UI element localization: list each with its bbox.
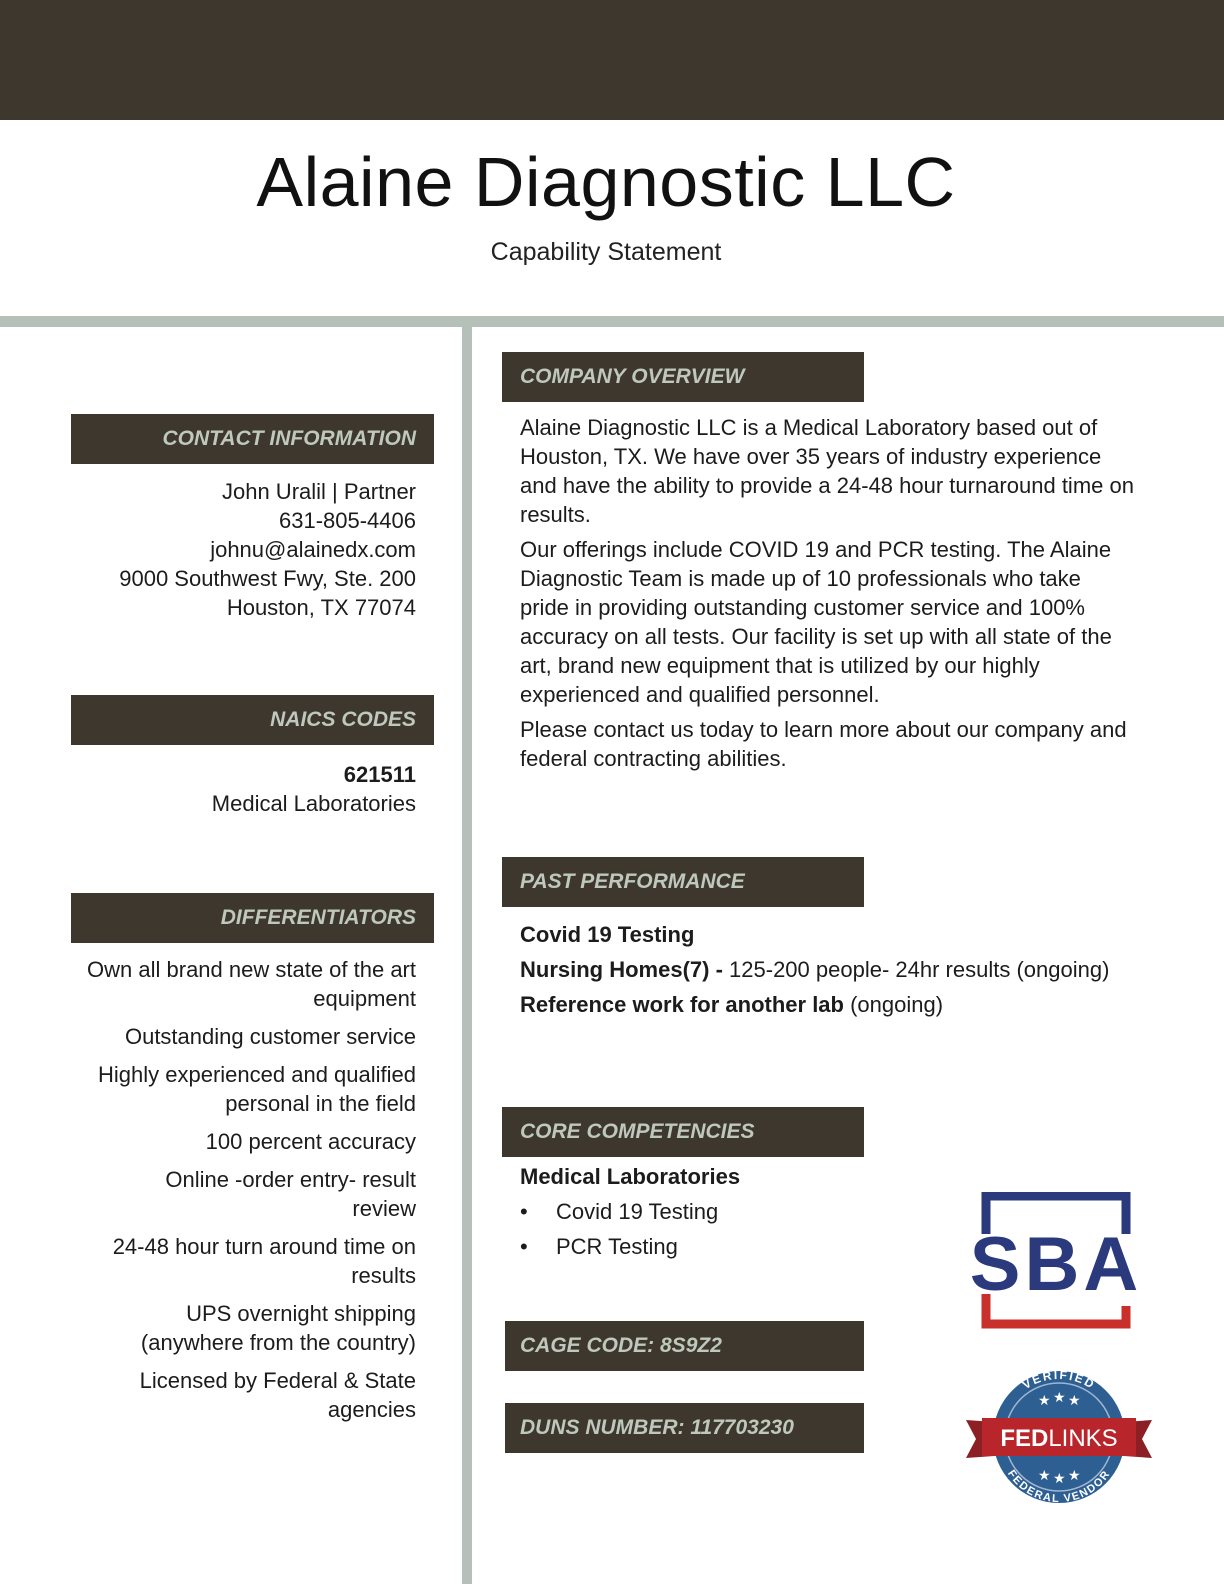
core-item-label: Covid 19 Testing xyxy=(556,1199,719,1224)
core-item xyxy=(520,1232,920,1261)
vertical-divider xyxy=(462,327,472,1584)
past-performance-item-title: Nursing Homes(7) - xyxy=(520,957,723,982)
star-icon: ★ xyxy=(1053,1390,1066,1406)
sba-logo xyxy=(964,1192,1154,1342)
star-icon: ★ xyxy=(1053,1471,1066,1487)
star-icon: ★ xyxy=(1038,1468,1051,1484)
contact-street: 9000 Southwest Fwy, Ste. 200 xyxy=(119,566,416,591)
fedlinks-text: FEDLINKS xyxy=(1000,1425,1118,1452)
overview-paragraph: Alaine Diagnostic LLC is a Medical Laboratory based out of Houston, TX. We have over 35 years of industry experience and have the ability to provide a 24-48 hour turnaround time on results. xyxy=(520,415,1134,527)
past-performance-item: Covid 19 Testing xyxy=(520,922,695,947)
differentiator-item: Highly experienced and qualified personal in the field xyxy=(98,1062,416,1116)
seal-top-text: VERIFIED xyxy=(1019,1367,1099,1393)
overview-paragraph: Our offerings include COVID 19 and PCR testing. The Alaine Diagnostic Team is made up of 10 professionals who take pride in providing outstanding customer service and 100% accuracy on all tests. Our facility is set up with all state of the art, brand new equipment that is utilized by our highly experienced and qualified personnel. xyxy=(520,537,1112,707)
document-subtitle: Capability Statement xyxy=(490,238,722,266)
naics-block xyxy=(60,760,416,818)
past-performance-list xyxy=(520,920,1135,1025)
star-icon: ★ xyxy=(1038,1393,1051,1409)
overview-heading: COMPANY OVERVIEW xyxy=(502,352,864,402)
star-icon: ★ xyxy=(1068,1468,1081,1484)
horizontal-divider xyxy=(0,316,1224,327)
bullet-icon: • xyxy=(520,1199,528,1224)
past-performance-heading: PAST PERFORMANCE xyxy=(502,857,864,907)
past-performance-item-title: Reference work for another lab xyxy=(520,992,844,1017)
naics-code: 621511 xyxy=(343,762,416,787)
core-item xyxy=(520,1197,920,1226)
past-performance-item-detail: (ongoing) xyxy=(843,992,944,1017)
past-performance-item xyxy=(520,955,1135,984)
differentiator-item: Licensed by Federal & State agencies xyxy=(139,1368,416,1422)
differentiators-heading: DIFFERENTIATORS xyxy=(71,893,434,943)
core-item-label: PCR Testing xyxy=(556,1234,678,1259)
company-title: Alaine Diagnostic LLC xyxy=(256,143,956,221)
header-band xyxy=(0,0,1224,120)
differentiator-item: 100 percent accuracy xyxy=(205,1129,416,1154)
star-icon: ★ xyxy=(1068,1393,1081,1409)
differentiator-item: Own all brand new state of the art equipment xyxy=(87,957,416,1011)
sba-logo-text: SBA xyxy=(969,1222,1143,1307)
differentiators-list xyxy=(60,955,416,1433)
overview-body xyxy=(520,413,1135,779)
core-competencies-list xyxy=(520,1162,920,1261)
overview-paragraph: Please contact us today to learn more about our company and federal contracting abilities. xyxy=(520,717,1127,771)
differentiator-item: 24-48 hour turn around time on results xyxy=(112,1234,416,1288)
core-title: Medical Laboratories xyxy=(520,1164,741,1189)
duns-number: DUNS NUMBER: 117703230 xyxy=(505,1403,864,1453)
bullet-icon: • xyxy=(520,1234,528,1259)
core-competencies-heading: CORE COMPETENCIES xyxy=(502,1107,864,1157)
contact-phone: 631-805-4406 xyxy=(278,508,416,533)
past-performance-item xyxy=(520,990,1135,1019)
naics-label: Medical Laboratories xyxy=(211,791,416,816)
differentiator-item: UPS overnight shipping (anywhere from the country) xyxy=(140,1301,416,1355)
differentiator-item: Online -order entry- result review xyxy=(165,1167,416,1221)
contact-city: Houston, TX 77074 xyxy=(226,595,416,620)
fedlinks-seal xyxy=(964,1362,1154,1512)
differentiator-item: Outstanding customer service xyxy=(124,1024,416,1049)
contact-block xyxy=(60,477,416,622)
cage-code: CAGE CODE: 8S9Z2 xyxy=(505,1321,864,1371)
past-performance-item-detail: 125-200 people- 24hr results (ongoing) xyxy=(722,957,1110,982)
contact-heading: CONTACT INFORMATION xyxy=(71,414,434,464)
naics-heading: NAICS CODES xyxy=(71,695,434,745)
seal-bottom-text: FEDERAL VENDOR xyxy=(1005,1467,1113,1506)
contact-name: John Uralil | Partner xyxy=(221,479,416,504)
contact-email: johnu@alainedx.com xyxy=(210,537,416,562)
